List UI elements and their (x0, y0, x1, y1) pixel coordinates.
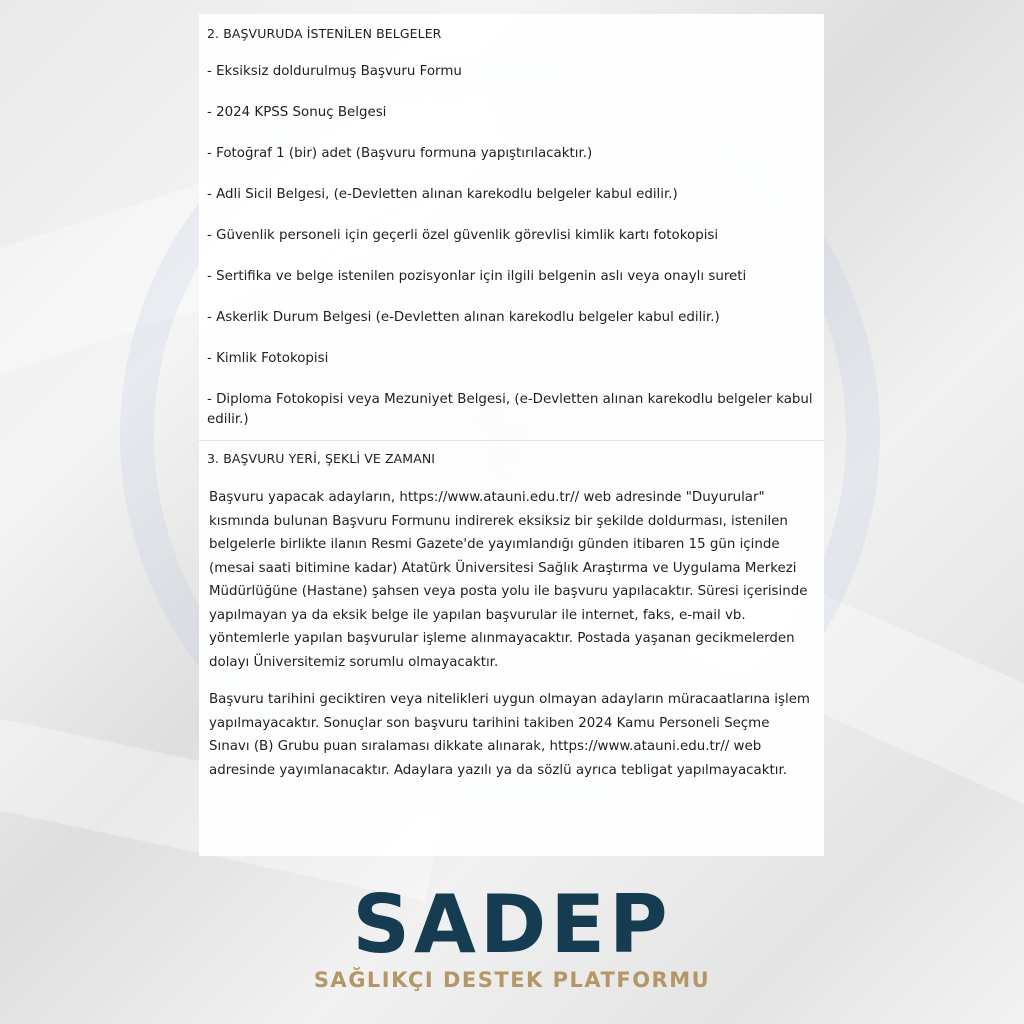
section-title: 3. BAŞVURU YERİ, ŞEKLİ VE ZAMANI (207, 451, 436, 466)
paragraph: Başvuru yapacak adayların, https://www.atauni.edu.tr// web adresinde "Duyurular" kısmında bulunan Başvuru Formunu indirerek eksiksiz bir şekilde doldurması, istenilen belgelerle birlikte ilanın Resmi Gazete'de yayımlandığı günden itibaren 15 gün içinde (mesai saati bitimine kadar) Atatürk Üniversitesi Sağlık Araştırma ve Uygulama Merkezi Müdürlüğüne (Hastane) şahsen veya posta yolu ile başvuru yapılacaktır. Süresi içerisinde yapılmayan ya da eksik belge ile yapılan başvurular ile internet, faks, e-mail vb. yöntemlerle yapılan başvurular işleme alınmayacaktır. Postada yaşanan gecikmelerden dolayı Üniversitemiz sorumlu olmayacaktır. (209, 490, 808, 670)
paragraph: Başvuru tarihini geciktiren veya nitelikleri uygun olmayan adayların müracaatlarına işlem yapılmayacaktır. Sonuçlar son başvuru tarihini takiben 2024 Kamu Personeli Seçme Sınavı (B) Grubu puan sıralaması dikkate alınarak, https://www.atauni.edu.tr// web adresinde yayımlanacaktır. Adaylara yazılı ya da sözlü ayrıca tebligat yapılmayacaktır. (209, 692, 810, 778)
brand-logo-text: SADEP (352, 878, 672, 971)
list-item: - Fotoğraf 1 (bir) adet (Başvuru formuna yapıştırılacaktır.) (207, 146, 593, 161)
section-divider (199, 440, 824, 441)
required-documents-list (207, 62, 816, 430)
list-item: - Adli Sicil Belgesi, (e-Devletten alınan karekodlu belgeler kabul edilir.) (207, 187, 678, 202)
list-item: - Diploma Fotokopisi veya Mezuniyet Belgesi, (e-Devletten alınan karekodlu belgeler kabul edilir.) (207, 392, 813, 427)
list-item: - Kimlik Fotokopisi (207, 351, 329, 366)
section-title: 2. BAŞVURUDA İSTENİLEN BELGELER (207, 26, 442, 41)
brand-subtitle: SAĞLIKÇI DESTEK PLATFORMU (313, 968, 711, 992)
document-card (199, 14, 824, 856)
list-item: - Güvenlik personeli için geçerli özel güvenlik görevlisi kimlik kartı fotokopisi (207, 228, 719, 243)
list-item: - Askerlik Durum Belgesi (e-Devletten alınan karekodlu belgeler kabul edilir.) (207, 310, 720, 325)
list-item: - Sertifika ve belge istenilen pozisyonlar için ilgili belgenin aslı veya onaylı sureti (207, 269, 747, 284)
list-item: - Eksiksiz doldurulmuş Başvuru Formu (207, 64, 462, 79)
list-item: - 2024 KPSS Sonuç Belgesi (207, 105, 387, 120)
